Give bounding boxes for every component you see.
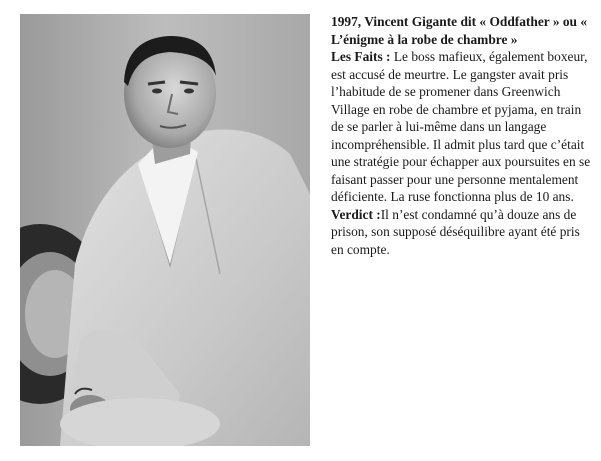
photo-illustration [20, 14, 310, 446]
article-photo [20, 14, 310, 446]
article-text [331, 13, 593, 258]
facts-paragraph [331, 48, 593, 206]
verdict-text: Il n’est condamné qu’à douze ans de prison, son supposé déséquilibre ayant été pris en compte. [331, 206, 580, 257]
facts-text: Le boss mafieux, également boxeur, est accusé de meurtre. Le gangster avait pris l’habitude de se promener dans Greenwich Village en robe de chambre et pyjama, en train de se parler à lui-même dans un langage incompréhensible. Il admit plus tard que c’était une stratégie pour échapper aux poursuites en se faisant passer pour une personne mentalement déficiente. La ruse fonctionna plus de 10 ans. [331, 49, 591, 204]
article-headline: 1997, Vincent Gigante dit « Oddfather » ou « L’énigme à la robe de chambre » [331, 14, 588, 47]
verdict-label: Verdict : [331, 206, 381, 222]
verdict-paragraph [331, 206, 593, 259]
facts-label: Les Faits : [331, 49, 391, 64]
